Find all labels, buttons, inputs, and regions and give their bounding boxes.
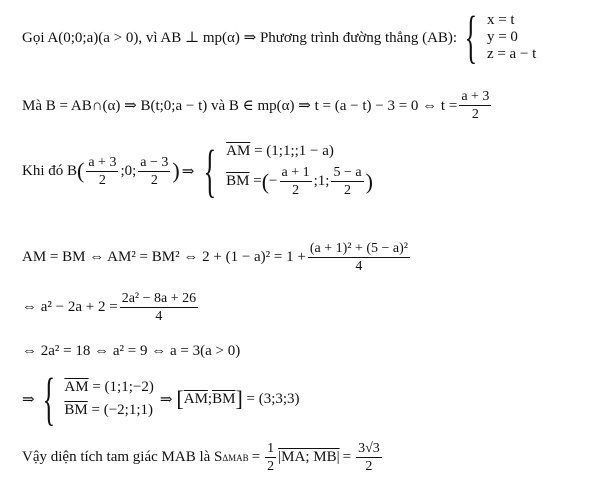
system-eq-3: z = a − t (486, 45, 537, 62)
fraction-num: a + 3 (88, 154, 117, 170)
system-eq-1: x = t (486, 11, 515, 28)
fraction-bm1 (280, 164, 312, 199)
line-1 (22, 4, 537, 69)
close-paren: ) (365, 168, 373, 194)
line5-text: ⇔ a² − 2a + 2 = (22, 299, 118, 315)
vector-am: $\overline{AM}$ (226, 143, 251, 159)
line-3 (22, 138, 373, 203)
line-7 (22, 366, 300, 431)
fraction-num: 3√3 (358, 441, 380, 456)
bracket-close: ] (235, 386, 243, 411)
fraction-num: 1 (267, 441, 275, 456)
fraction-den: 2 (344, 183, 352, 198)
bm-mid: ;1; (313, 173, 330, 189)
cross-product-abs: |MA; MB| (278, 449, 340, 465)
vector-am-value: = (1;1;−2) (92, 379, 154, 395)
open-paren: ( (77, 158, 85, 183)
line4-text: AM = BM ⇔ AM² = BM² ⇔ 2 + (1 − a)² = 1 + (22, 249, 306, 265)
line-6 (22, 343, 240, 360)
system-eq-2: y = 0 (486, 28, 518, 45)
fraction-t (459, 88, 491, 123)
fraction-bz (138, 154, 170, 189)
line-system (487, 12, 536, 63)
vector-bm-value: = (−2;1;1) (91, 402, 154, 418)
system-brace: { (464, 4, 478, 69)
fraction-den: 4 (355, 259, 363, 274)
fraction-den: 2 (471, 107, 479, 122)
fraction-num: (a + 1)² + (5 − a)² (309, 241, 409, 256)
line8-text: Vậy diện tích tam giác MAB là S (22, 449, 223, 465)
vector-am: $\overline{AM}$ (64, 379, 89, 395)
close-paren: ) (172, 158, 180, 183)
equals: = (342, 449, 352, 465)
vector-am-row (226, 143, 373, 160)
vector-am-value: = (1;1;;1 − a) (254, 143, 334, 159)
vector-am-row (64, 379, 153, 396)
implies-arrow: ⇒ (22, 391, 35, 408)
equals: = (251, 449, 261, 465)
fraction-bm2-sq (308, 240, 410, 275)
line-2 (22, 88, 493, 123)
open-paren: ( (261, 168, 270, 194)
line6-text: ⇔ 2a² = 18 ⇔ a² = 9 ⇔ a = 3(a > 0) (22, 343, 241, 359)
vector-system (226, 143, 373, 199)
fraction-half (265, 440, 276, 475)
vector-am: $\overline{AM}$ (183, 390, 208, 407)
line1-text: Gọi A(0;0;a)(a > 0), vì AB ⊥ mp(α) ⇒ Phương trình đường thẳng (AB): (22, 29, 458, 46)
vector-bm-row: $\overline{BM}$ = ( − $\frac{a + 1}{2}$ ;1; $\frac{5 - a}{2}$ ) (226, 165, 373, 198)
separator: ; (207, 390, 213, 407)
fraction-num: a + 1 (281, 165, 310, 180)
line3-mid: ;0; (120, 162, 137, 179)
system-brace: { (42, 366, 55, 431)
system-brace: { (203, 138, 217, 203)
fraction-num: a − 3 (140, 154, 169, 170)
area-subscript: ΔMAB (222, 452, 249, 463)
fraction-den: 4 (155, 309, 163, 324)
line-4 (22, 240, 412, 275)
vector-system-2 (64, 379, 153, 419)
vector-bm: $\overline{BM}$ (212, 390, 236, 407)
cross-product-value: = (3;3;3) (246, 390, 300, 407)
line-5 (22, 290, 200, 325)
implies-arrow: ⇒ (159, 391, 173, 408)
vector-bm: $\overline{BM}$ (64, 402, 88, 418)
fraction-bm2 (331, 164, 363, 199)
vector-bm-row (64, 402, 153, 419)
fraction-den: 2 (150, 172, 158, 188)
fraction-result (356, 440, 382, 475)
equals: = (253, 173, 262, 189)
fraction-den: 2 (98, 172, 106, 188)
implies-arrow: ⇒ (181, 163, 195, 180)
fraction-num: 2a² − 8a + 26 (121, 291, 197, 306)
line-8 (22, 440, 384, 475)
fraction-num: 5 − a (333, 165, 362, 180)
vector-bm: $\overline{BM}$ (226, 173, 250, 189)
fraction-den: 2 (365, 459, 373, 474)
fraction-den: 2 (292, 183, 300, 198)
line2-text: Mà B = AB∩(α) ⇒ B(t;0;a − t) và B ∈ mp(α) ⇒ t = (a − t) − 3 = 0 ⇔ t = (22, 98, 458, 114)
fraction-line5 (120, 290, 198, 325)
bracket-open: [ (176, 386, 184, 411)
line3-text: Khi đó B (22, 162, 78, 179)
fraction-num: a + 3 (461, 89, 490, 104)
fraction-den: 2 (267, 459, 275, 474)
fraction-bx (86, 154, 118, 189)
